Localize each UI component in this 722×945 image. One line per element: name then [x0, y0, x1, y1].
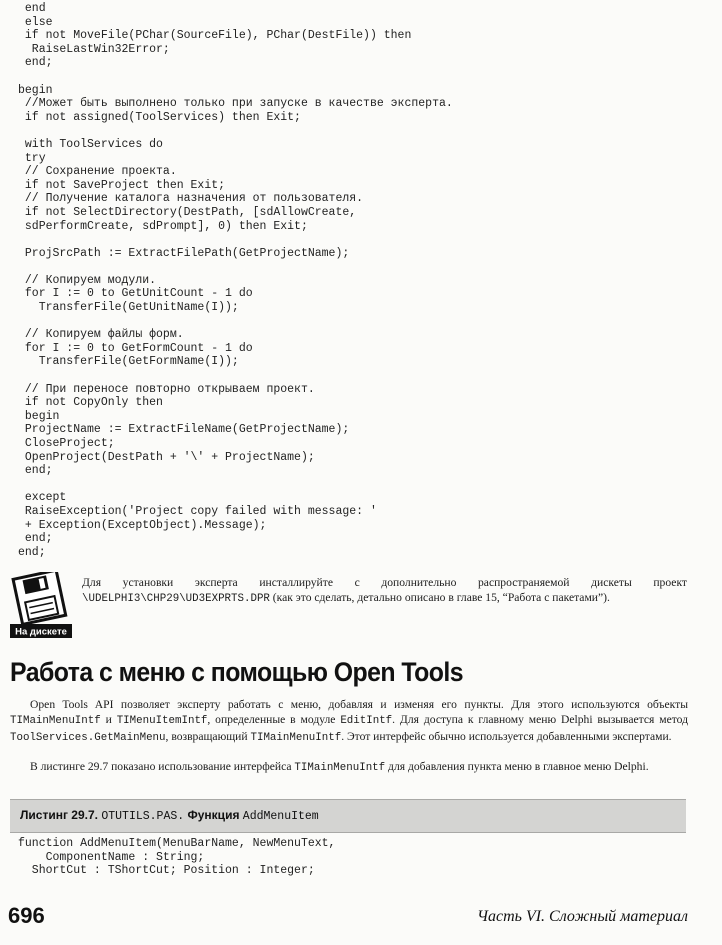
code-line: + Exception(ExceptObject).Message);: [18, 518, 267, 532]
code-line: ProjSrcPath := ExtractFilePath(GetProjectName);: [18, 246, 350, 260]
code-line: if not MoveFile(PChar(SourceFile), PChar(DestFile)) then: [18, 29, 412, 43]
code-line: // Копируем файлы форм.: [18, 328, 184, 342]
code-line: if not SelectDirectory(DestPath, [sdAllowCreate,: [18, 205, 357, 219]
code-line: [18, 478, 453, 492]
code-line: for I := 0 to GetUnitCount - 1 do: [18, 287, 253, 301]
code-line: // Сохранение проекта.: [18, 165, 177, 179]
code-line: [18, 315, 453, 329]
code-line: else: [18, 15, 53, 29]
code-line: if not CopyOnly then: [18, 396, 163, 410]
disk-note: Для установки эксперта инсталлируйте с дополнительно распространяемой дискеты проект \UDELPHI3\CHP29\UD3EXPRTS.DPR (как это сделать, детально описано в главе 15, “Работа с пакетами”).: [82, 576, 687, 605]
code-line: end;: [18, 545, 46, 559]
code-line: [18, 369, 453, 383]
floppy-disk-icon: [10, 572, 72, 638]
code-line: except: [18, 491, 67, 505]
code-listing-bottom: [18, 837, 335, 878]
code-line: [18, 260, 453, 274]
code-line: ShortCut : TShortCut; Position : Integer;: [18, 864, 315, 878]
code-listing-top: [18, 2, 453, 559]
code-line: if not assigned(ToolServices) then Exit;: [18, 110, 301, 124]
code-line: end;: [18, 532, 53, 546]
section-heading: Работа с меню с помощью Open Tools: [10, 657, 463, 687]
code-line: [18, 70, 453, 84]
code-line: try: [18, 151, 46, 165]
code-line: // При переносе повторно открываем проект.: [18, 382, 315, 396]
code-line: function AddMenuItem(MenuBarName, NewMenuText,: [18, 837, 336, 850]
code-line: CloseProject;: [18, 437, 115, 450]
code-line: [18, 124, 453, 138]
code-line: TransferFile(GetUnitName(I));: [18, 301, 239, 315]
body-paragraph-1: Open Tools API позволяет эксперту работать с меню, добавляя и изменяя его пункты. Для этого используются объекты TIMainMenuIntf и TIMenuItemIntf, определенные в модуле EditIntf. Для доступа к главному меню Delphi вызывается метод ToolServices.GetMainMenu, возвращающий TIMainMenuIntf. Этот интерфейс обычно используется добавленными экспертами.: [10, 698, 688, 745]
code-line: // Получение каталога назначения от пользователя.: [18, 192, 364, 206]
code-line: //Может быть выполнено только при запуске в качестве эксперта.: [18, 97, 453, 111]
on-disk-label: На дискете: [15, 626, 67, 638]
listing-caption-bar: [10, 799, 686, 833]
code-line: begin: [18, 83, 53, 97]
code-line: end;: [18, 56, 53, 70]
code-line: with ToolServices do: [18, 137, 163, 151]
code-line: RaiseException('Project copy failed with message: ': [18, 504, 377, 518]
body-paragraph-2: В листинге 29.7 показано использование интерфейса TIMainMenuIntf для добавления пункта меню в главное меню Delphi.: [30, 760, 649, 774]
code-line: ComponentName : String;: [18, 850, 205, 864]
code-line: [18, 233, 453, 247]
code-line: begin: [18, 409, 60, 423]
part-title: Часть VI. Сложный материал: [476, 908, 688, 925]
page-number: 696: [8, 903, 45, 928]
code-line: if not SaveProject then Exit;: [18, 178, 226, 192]
code-line: // Копируем модули.: [18, 273, 157, 287]
code-line: sdPerformCreate, sdPrompt], 0) then Exit;: [18, 219, 308, 233]
code-line: RaiseLastWin32Error;: [18, 42, 170, 56]
code-line: OpenProject(DestPath + '\' + ProjectName);: [18, 450, 315, 464]
code-line: for I := 0 to GetFormCount - 1 do: [18, 341, 253, 355]
code-line: end: [18, 2, 46, 15]
code-line: ProjectName := ExtractFileName(GetProjectName);: [18, 423, 350, 437]
code-line: TransferFile(GetFormName(I));: [18, 355, 239, 369]
listing-caption: Листинг 29.7. OTUTILS.PAS. Функция AddMenuItem: [20, 808, 319, 823]
code-line: end;: [18, 464, 53, 478]
